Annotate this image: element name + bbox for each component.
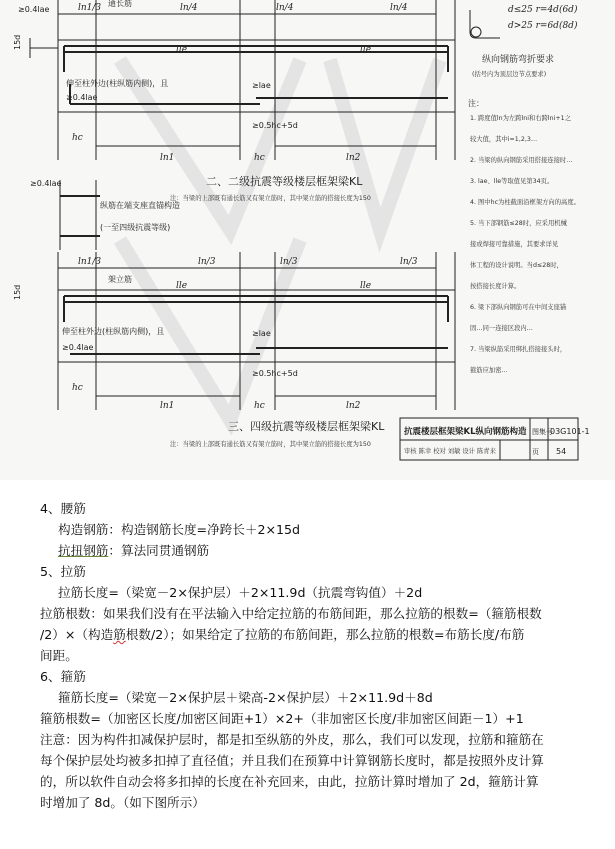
label-15d-b: 15d [13,284,22,300]
label-side-3: (一至四级抗震等级) [100,223,171,232]
note-line: 7. 当梁纵筋采用绑扎搭接接头时， [470,346,567,353]
label-lle-d: lle [360,281,372,291]
label-hc-b: hc [254,153,265,163]
note-line: 按搭接长度计算。 [470,283,521,290]
label-ge04lae-a: ≥0.4lae [18,5,50,14]
label-span-1-b: ln1 [160,401,175,411]
label-span-2-a: ln2 [346,153,361,163]
label-ln1-3-b: ln1/3 [78,257,102,267]
note-line: 1. 跨度值ln为左跨lni和右跨lni+1之 [470,115,571,122]
note-line: 6. 梁下部纵向钢筋可在中间支座锚 [470,304,567,311]
frame-title: 抗震楼层框架梁KL纵向钢筋构造 [404,427,527,437]
note-line: 固…同一连接区段内… [470,325,533,332]
review-row: 审核 陈幸 校对 刘敏 设计 陈青来 [404,448,496,455]
bend-rule-1: d≤25 r=4d(6d) [508,5,578,15]
label-ge05hc-b: ≥0.5hc+5d [252,369,298,378]
s5-l3-part-c: 根数/2）；如果给定了拉筋的布筋间距，那么拉筋的根数=布筋长度/布筋 [125,627,525,642]
label-jiali: 架立筋 [108,275,132,284]
note-line: 2. 当梁的纵向钢筋采用搭接连接时… [470,157,573,164]
label-lle-a: lle [176,45,188,55]
label-side-2: 纵筋在端支座直锚构造 [100,201,180,210]
label-hc-d: hc [254,401,265,411]
section-5-line-4: 间距。 [40,648,78,663]
section-5-line-3 [40,624,524,645]
section-6-line-4: 每个保护层处均被多扣掉了直径值；并且我们在预算中计算钢筋长度时，都是按照外皮计算 [40,753,544,768]
label-tongchang-a: 通长筋 [108,0,132,8]
s5-l3-part-a: /2）×（构造 [40,627,114,642]
note-line: 接或焊接可靠措施，其要求详见 [470,241,559,248]
section-4-title: 4、腰筋 [40,501,86,516]
atlas-label: 图集号 [532,428,553,436]
label-lle-b: lle [360,45,372,55]
s5-l3-part-b: 筋 [113,627,126,642]
notes-title: 注： [468,99,484,108]
section-6-line-1: 箍筋长度=（梁宽－2×保护层＋梁高-2×保护层）＋2×11.9d＋8d [58,690,433,705]
label-span-1-a: ln1 [160,153,175,163]
section-5-title: 5、拉筋 [40,564,86,579]
section-6-line-2: 箍筋根数=（加密区长度/加密区间距+1）×2+（非加密区长度/非加密区间距－1）+1 [40,711,524,726]
section-6-line-6: 时增加了 8d。（如下图所示） [40,795,205,810]
page-number: 54 [556,447,567,456]
note-line: 3. lae、lle等取值见第34页。 [470,178,554,185]
label-ln-4-a: ln/4 [180,3,198,13]
section-6-line-5: 的，所以软件自动会将多扣掉的长度在补充回来，由此，拉筋计算时增加了 2d，箍筋计算 [40,774,539,789]
note-line: 4. 图中hc为柱截面沿框架方向的高度。 [470,199,580,206]
note-line: 箍筋应加密… [470,367,508,374]
caption-lower-note: 注：当梁的上部既有通长筋又有架立筋时，其中架立筋的搭接长度为150 [170,441,371,448]
caption-upper: 二、二级抗震等级楼层框架梁KL [206,175,363,188]
label-side-4: 伸至柱外边(柱纵筋内侧)，且 [62,327,165,336]
label-ln-4-b: ln/4 [276,3,294,13]
label-15d-a: 15d [13,34,22,50]
bend-rule-2: d>25 r=6d(8d) [508,21,578,31]
label-hc-a: hc [72,133,83,143]
anti-torsion-rule: ：算法同贯通钢筋 [108,543,210,558]
note-line: 体工程的设计说明。当d≤28时， [470,262,563,269]
page-label: 页 [532,448,539,456]
section-4-line-1: 构造钢筋：构造钢筋长度=净跨长＋2×15d [58,522,301,537]
label-ln-3-a: ln/3 [198,257,216,267]
bend-rule-sub: (括号内为顶层边节点要求) [472,71,547,78]
label-ln-4-c: ln/4 [390,3,408,13]
note-line: 5. 当下部钢筋≤28时，应采用机械 [470,220,567,227]
atlas-number: 03G101-1 [550,427,590,436]
label-lle-c: lle [176,281,188,291]
label-ge04lae-d: ≥0.4lae [62,343,94,352]
label-ln-3-c: ln/3 [400,257,418,267]
section-5-line-1: 拉筋长度=（梁宽－2×保护层）＋2×11.9d（抗震弯钩值）＋2d [58,585,423,600]
section-6-line-3: 注意：因为构件扣减保护层时，都是扣至纵筋的外皮，那么，我们可以发现，拉筋和箍筋在 [40,732,544,747]
label-lae-a: ≥lae [252,81,271,90]
label-ge04lae-c: ≥0.4lae [30,179,62,188]
anti-torsion-term: 抗扭钢筋 [58,543,109,558]
label-ge04lae-b: ≥0.4lae [66,93,98,102]
section-5-line-2: 拉筋根数：如果我们没有在平法输入中给定拉筋的布筋间距，那么拉筋的根数=（箍筋根数 [40,606,542,621]
label-ln-3-b: ln/3 [280,257,298,267]
section-4-line-2 [58,540,209,561]
bend-rule-title: 纵向钢筋弯折要求 [482,55,555,65]
label-ge05hc-a: ≥0.5hc+5d [252,121,298,130]
label-span-2-b: ln2 [346,401,361,411]
label-side-1: 伸至柱外边(柱纵筋内侧)，且 [66,79,169,88]
label-ln1-3-a: ln1/3 [78,3,102,13]
caption-lower: 三、四级抗震等级楼层框架梁KL [228,420,385,433]
section-6-title: 6、箍筋 [40,669,86,684]
note-line: 较大值，其中i=1,2,3… [470,136,538,143]
caption-upper-note: 注：当梁的上部既有通长筋又有架立筋时，其中架立筋的搭接长度为150 [170,195,371,202]
label-hc-c: hc [72,383,83,393]
label-lae-b: ≥lae [252,329,271,338]
